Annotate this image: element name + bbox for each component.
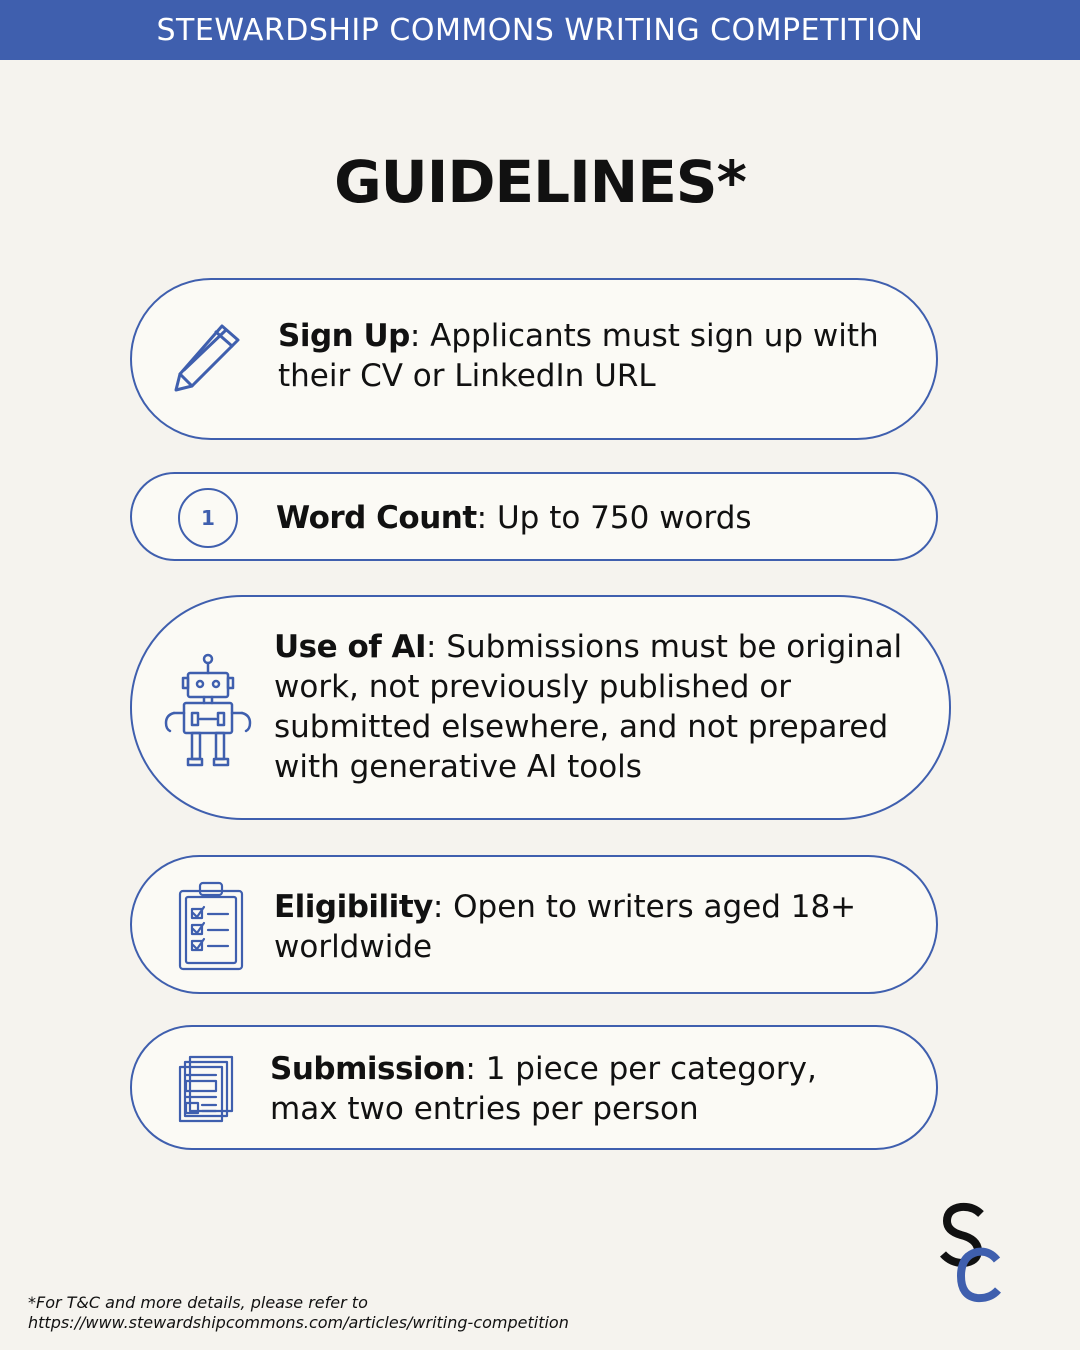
pencil-icon: [170, 320, 246, 396]
footnote: [28, 1293, 569, 1333]
robot-icon: [162, 653, 254, 769]
banner-title: STEWARDSHIP COMMONS WRITING COMPETITION: [156, 12, 924, 48]
footnote-link[interactable]: https://www.stewardshipcommons.com/articles/writing-competition: [28, 1313, 569, 1332]
guideline-text: [278, 316, 898, 396]
guideline-text: [274, 627, 914, 787]
guideline-description: : Up to 750 words: [476, 500, 752, 536]
guideline-description: : Applicants must sign up with their CV or LinkedIn URL: [278, 318, 879, 394]
footnote-line: *For T&C and more details, please refer to: [28, 1293, 368, 1312]
guideline-label: Submission: [270, 1051, 466, 1087]
guideline-label: Use of AI: [274, 629, 427, 665]
number-one-icon: 1: [176, 486, 240, 550]
sc-logo: [935, 1200, 1015, 1310]
guideline-text: [270, 1049, 890, 1129]
guideline-description: : Open to writers aged 18+ worldwide: [274, 889, 857, 965]
guideline-label: Word Count: [276, 500, 477, 536]
guideline-label: Sign Up: [278, 318, 410, 354]
clipboard-checklist-icon: [176, 879, 246, 973]
guideline-description: : 1 piece per category, max two entries per person: [270, 1051, 817, 1127]
page-title: GUIDELINES*: [334, 148, 746, 216]
guideline-text: [274, 887, 874, 967]
guideline-word-count: [130, 472, 938, 561]
guideline-text: [276, 498, 916, 538]
guideline-sign-up: [130, 278, 938, 440]
guideline-use-of-ai: [130, 595, 951, 820]
documents-icon: [176, 1055, 236, 1125]
guideline-description: : Submissions must be original work, not previously published or submitted elsewhere, and not prepared with generative AI tools: [274, 629, 903, 785]
guideline-eligibility: [130, 855, 938, 994]
guideline-label: Eligibility: [274, 889, 433, 925]
top-banner: [0, 0, 1080, 60]
guideline-submission: [130, 1025, 938, 1150]
